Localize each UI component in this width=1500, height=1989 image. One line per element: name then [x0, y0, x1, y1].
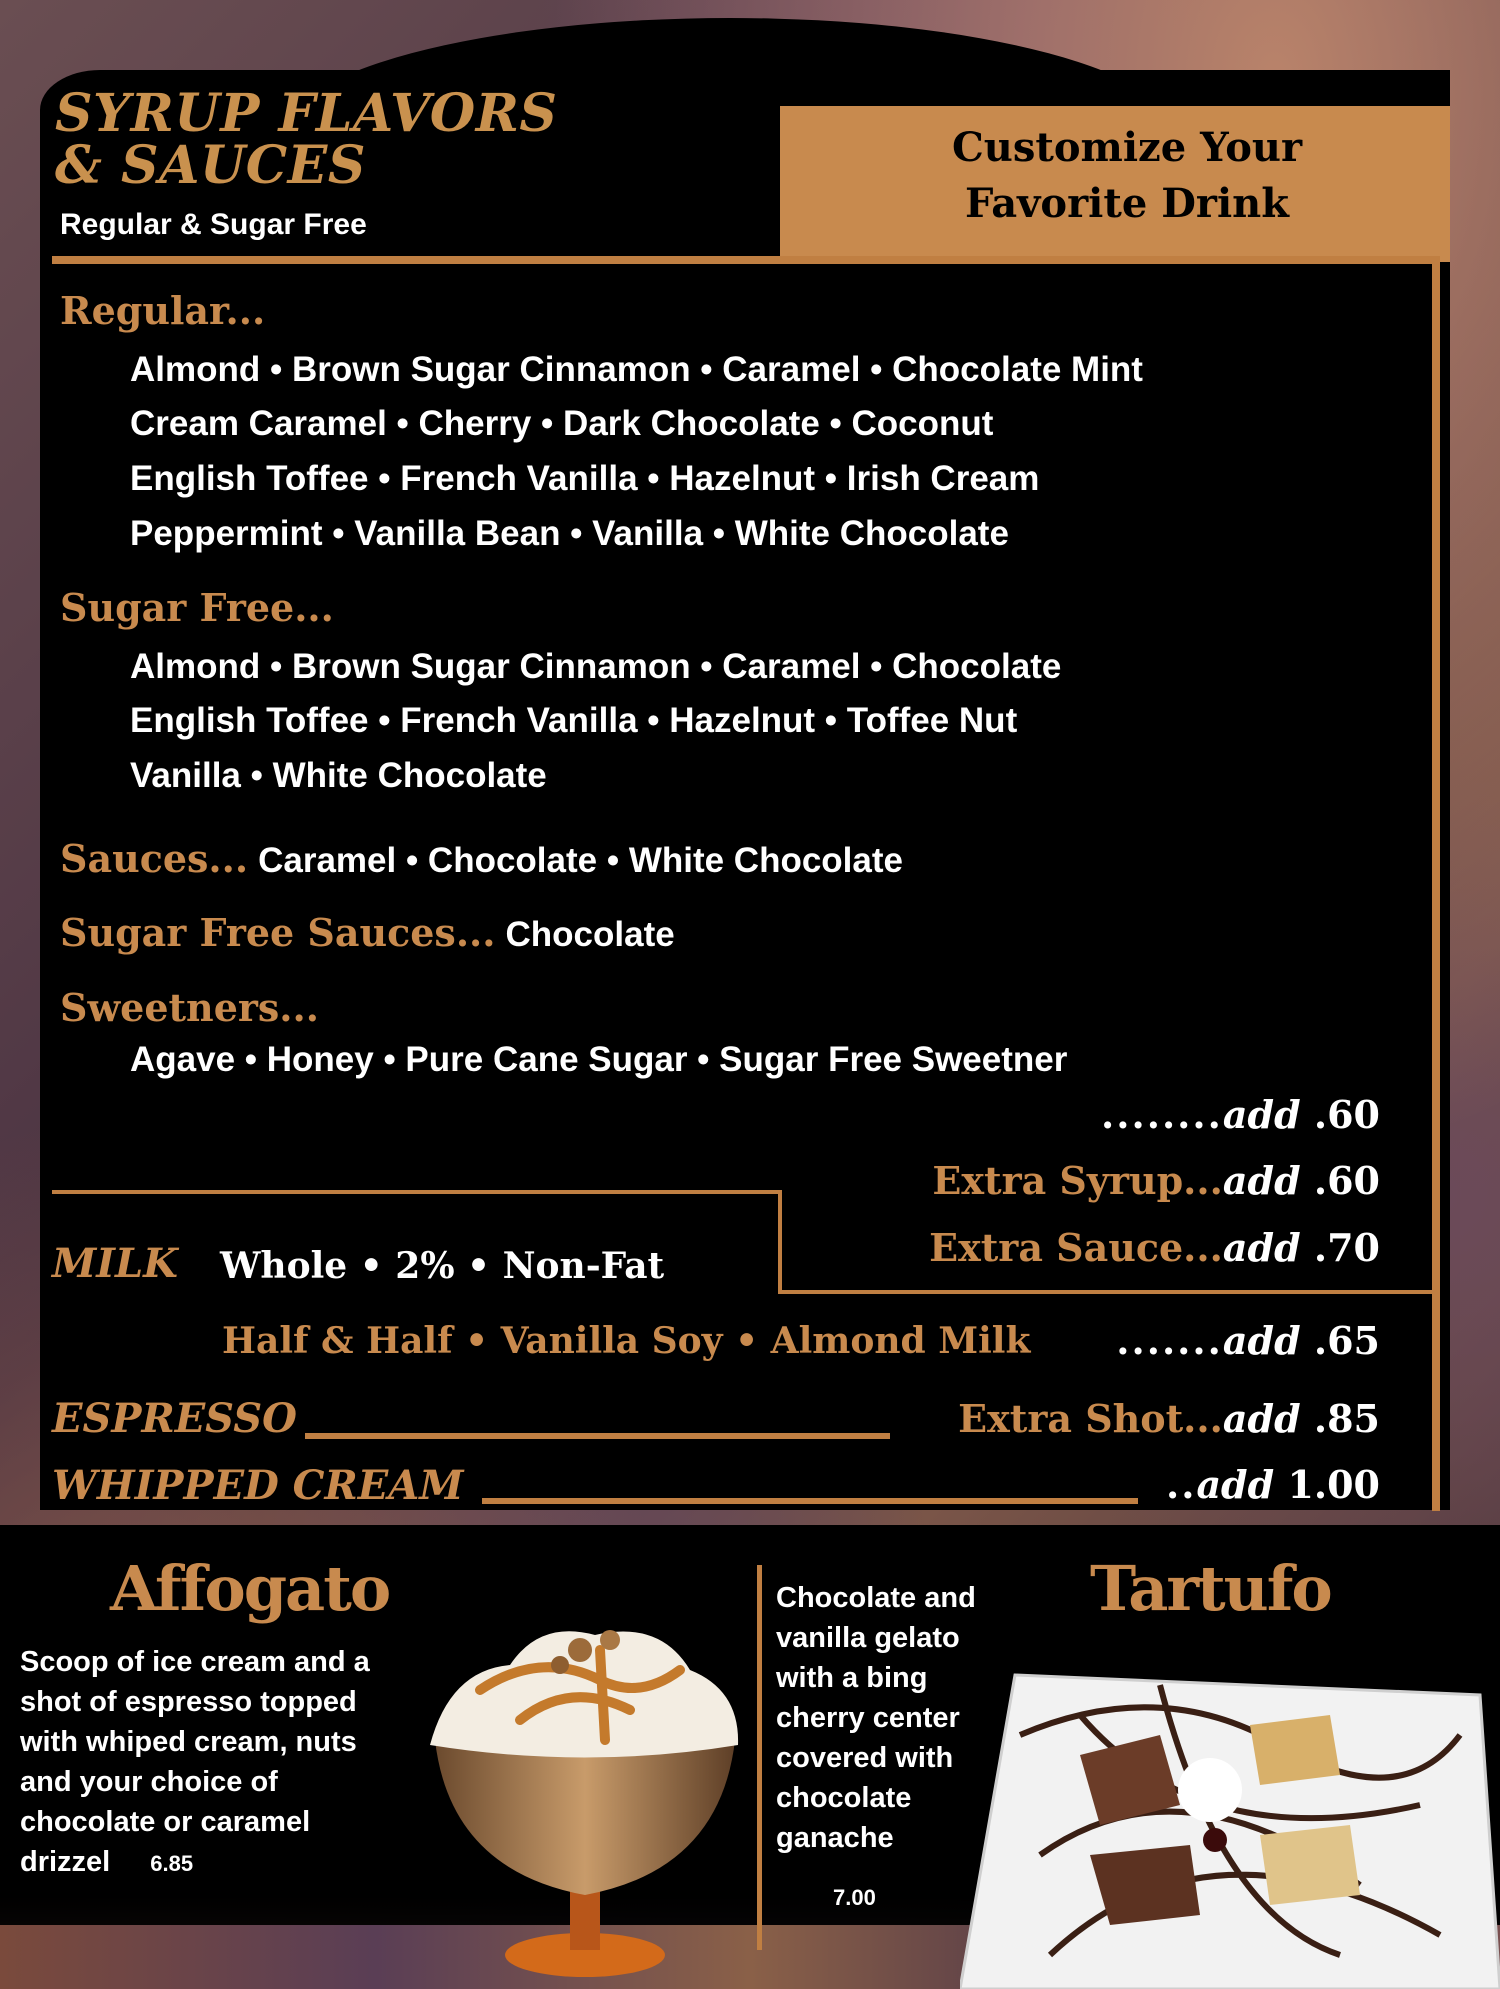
tartufo-description — [776, 1578, 976, 1858]
affogato-desc-line: Scoop of ice cream and a — [20, 1646, 370, 1678]
affogato-nuts — [568, 1638, 592, 1662]
tartufo-desc-line: with a bing — [776, 1662, 928, 1694]
regular-line-1: Almond • Brown Sugar Cinnamon • Caramel • Chocolate Mint — [130, 350, 1143, 389]
milk-label: MILK — [52, 1240, 178, 1287]
syrup-price — [1101, 1092, 1380, 1137]
sugar-free-line-3: Vanilla • White Chocolate — [130, 756, 547, 795]
whipped-cream-leader-line — [482, 1498, 1138, 1504]
page-title — [55, 83, 558, 196]
sauces-items: Caramel • Chocolate • White Chocolate — [258, 841, 903, 880]
espresso-label: ESPRESSO — [52, 1395, 297, 1442]
milk-price-value: .65 — [1313, 1318, 1380, 1363]
regular-line-3: English Toffee • French Vanilla • Hazelnut • Irish Cream — [130, 459, 1040, 498]
extra-syrup-price — [932, 1158, 1380, 1203]
milk-items: Whole • 2% • Non-Fat — [220, 1245, 665, 1287]
page-subtitle: Regular & Sugar Free — [60, 208, 367, 241]
affogato-desc-line: shot of espresso topped — [20, 1686, 357, 1718]
whipped-cream-add: add — [1196, 1462, 1275, 1507]
syrup-price-value: .60 — [1313, 1092, 1380, 1137]
tartufo-desc-line: covered with — [776, 1742, 954, 1774]
espresso-leader-line — [305, 1433, 890, 1439]
sweetners-heading: Sweetners... — [60, 985, 319, 1030]
tartufo-desc-line: ganache — [776, 1822, 894, 1854]
extra-shot-value: .85 — [1313, 1396, 1380, 1441]
extra-sauce-add: add — [1222, 1225, 1301, 1270]
tartufo-title: Tartufo — [1090, 1552, 1331, 1625]
customize-heading — [807, 120, 1447, 250]
tartufo-desc-line: vanilla gelato — [776, 1622, 960, 1654]
customize-line-1: Customize Your — [951, 124, 1303, 171]
tartufo-cherry — [1203, 1828, 1227, 1852]
sweetners-items: Agave • Honey • Pure Cane Sugar • Sugar Free Sweetner — [130, 1040, 1068, 1079]
extra-syrup-label: Extra Syrup... — [932, 1158, 1223, 1203]
whipped-cream-value: 1.00 — [1287, 1462, 1380, 1507]
affogato-nuts — [551, 1656, 569, 1674]
affogato-title: Affogato — [110, 1552, 390, 1625]
affogato-price: 6.85 — [150, 1851, 194, 1876]
title-line-2: & SAUCES — [55, 135, 366, 196]
title-line-1: SYRUP FLAVORS — [55, 83, 558, 144]
sugar-free-line-2: English Toffee • French Vanilla • Hazelnut • Toffee Nut — [130, 701, 1018, 740]
dessert-divider — [757, 1565, 762, 1950]
regular-line-4: Peppermint • Vanilla Bean • Vanilla • White Chocolate — [130, 514, 1009, 553]
affogato-desc-line: drizzel — [20, 1846, 111, 1878]
affogato-desc-line: with whiped cream, nuts — [20, 1726, 357, 1758]
whipped-cream-dots: .. — [1165, 1462, 1197, 1507]
sugar-free-line-1: Almond • Brown Sugar Cinnamon • Caramel • Chocolate — [130, 647, 1062, 686]
affogato-nuts — [600, 1630, 620, 1650]
sugar-free-heading: Sugar Free... — [60, 585, 334, 630]
affogato-stem — [570, 1890, 600, 1950]
affogato-desc-line: and your choice of — [20, 1766, 278, 1798]
sauces-row — [60, 836, 903, 881]
regular-line-2: Cream Caramel • Cherry • Dark Chocolate • Coconut — [130, 404, 994, 443]
espresso-price — [958, 1396, 1380, 1441]
sugar-free-sauces-heading: Sugar Free Sauces... — [60, 910, 496, 955]
tartufo-slice — [1250, 1715, 1340, 1785]
syrup-price-add: add — [1222, 1092, 1301, 1137]
tartufo-desc-line: chocolate — [776, 1782, 912, 1814]
extra-syrup-add: add — [1222, 1158, 1301, 1203]
tartufo-price: 7.00 — [833, 1885, 876, 1910]
regular-heading: Regular... — [60, 288, 266, 333]
whipped-cream-price — [1166, 1462, 1380, 1507]
extra-sauce-price — [929, 1225, 1380, 1270]
customize-line-2: Favorite Drink — [965, 180, 1289, 227]
tartufo-whipped-cream — [1178, 1758, 1242, 1822]
extra-sauce-label: Extra Sauce... — [929, 1225, 1223, 1270]
extra-shot-add: add — [1222, 1396, 1301, 1441]
milk-price-dots: ....... — [1116, 1318, 1223, 1363]
price-box-bottom-rule — [778, 1290, 1438, 1294]
milk-extra-items: Half & Half • Vanilla Soy • Almond Milk — [222, 1320, 1031, 1362]
milk-extra-row — [222, 1320, 1030, 1362]
tartufo-image — [960, 1655, 1500, 1989]
affogato-description — [20, 1642, 370, 1884]
affogato-bowl — [435, 1735, 735, 1895]
tartufo-desc-line: Chocolate and — [776, 1582, 976, 1614]
tartufo-desc-line: cherry center — [776, 1702, 960, 1734]
sugar-free-sauces-items: Chocolate — [505, 915, 675, 954]
price-box-top-rule — [52, 1190, 782, 1194]
whipped-cream-label: WHIPPED CREAM — [52, 1462, 464, 1509]
extra-shot-label: Extra Shot... — [958, 1396, 1223, 1441]
affogato-image — [420, 1610, 750, 1985]
right-frame-rule — [1432, 256, 1440, 1511]
syrup-price-dots: ........ — [1101, 1092, 1223, 1137]
milk-price-add: add — [1222, 1318, 1301, 1363]
extra-sauce-value: .70 — [1313, 1225, 1380, 1270]
sauces-heading: Sauces... — [60, 836, 249, 881]
tartufo-slice — [1260, 1825, 1360, 1905]
header-rule — [52, 256, 1437, 264]
price-box-left-rule — [778, 1190, 782, 1290]
milk-price — [1116, 1318, 1380, 1363]
extra-syrup-value: .60 — [1313, 1158, 1380, 1203]
affogato-desc-line: chocolate or caramel — [20, 1806, 311, 1838]
affogato-desc-last-line — [20, 1842, 370, 1884]
sugar-free-sauces-row — [60, 910, 675, 955]
